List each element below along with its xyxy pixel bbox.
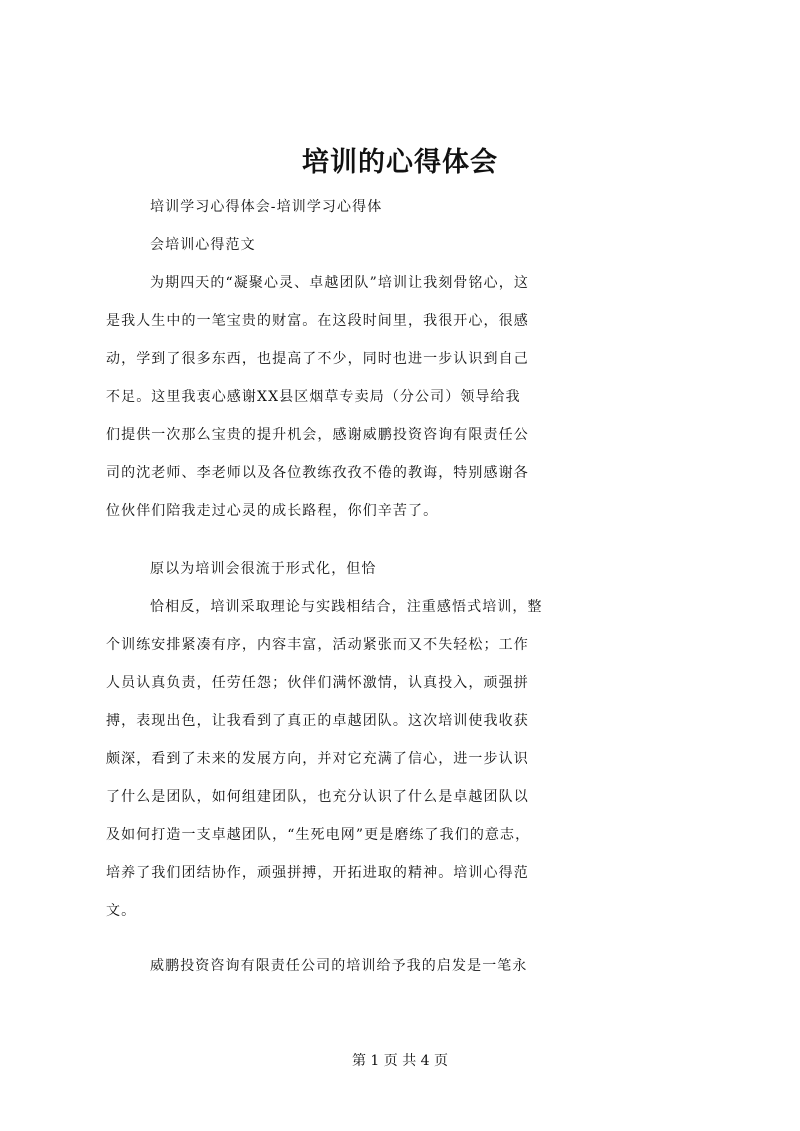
text-line-14: 搏，表现出色，让我看到了真正的卓越团队。这次培训使我收获: [106, 713, 529, 729]
text-line-11: 恰相反，培训采取理论与实践相结合，注重感悟式培训，整: [150, 599, 543, 615]
page-number-footer: 第 1 页 共 4 页: [351, 1053, 449, 1069]
text-line-4: 是我人生中的一笔宝贵的财富。在这段时间里，我很开心，很感: [106, 313, 529, 329]
text-line-10: 原以为培训会很流于形式化，但恰: [150, 561, 377, 577]
text-line-12: 个训练安排紧凑有序，内容丰富，活动紧张而又不失轻松；工作: [106, 637, 529, 653]
text-line-1: 培训学习心得体会-培训学习心得体: [150, 199, 383, 215]
text-line-9: 位伙伴们陪我走过心灵的成长路程，你们辛苦了。: [106, 503, 439, 519]
text-line-5: 动，学到了很多东西，也提高了不少，同时也进一步认识到自己: [106, 351, 529, 367]
text-line-17: 及如何打造一支卓越团队，“生死电网”更是磨练了我们的意志，: [106, 827, 531, 843]
text-line-20: 威鹏投资咨询有限责任公司的培训给予我的启发是一笔永: [150, 958, 528, 974]
text-line-2: 会培训心得范文: [150, 237, 256, 253]
text-line-7: 们提供一次那么宝贵的提升机会，感谢威鹏投资咨询有限责任公: [106, 427, 529, 443]
text-line-19: 文。: [106, 903, 137, 919]
text-line-16: 了什么是团队，如何组建团队，也充分认识了什么是卓越团队以: [106, 789, 529, 805]
text-line-18: 培养了我们团结协作，顽强拼搏，开拓进取的精神。培训心得范: [106, 865, 529, 881]
document-title: 培训的心得体会: [302, 147, 498, 178]
text-line-8: 司的沈老师、李老师以及各位教练孜孜不倦的教诲，特别感谢各: [106, 465, 529, 481]
text-line-13: 人员认真负责，任劳任怨；伙伴们满怀激情，认真投入，顽强拼: [106, 675, 529, 691]
text-line-15: 颇深，看到了未来的发展方向，并对它充满了信心，进一步认识: [106, 751, 529, 767]
text-line-6: 不足。这里我衷心感谢XX县区烟草专卖局（分公司）领导给我: [106, 389, 521, 405]
text-line-3: 为期四天的“凝聚心灵、卓越团队”培训让我刻骨铭心，这: [150, 275, 529, 291]
